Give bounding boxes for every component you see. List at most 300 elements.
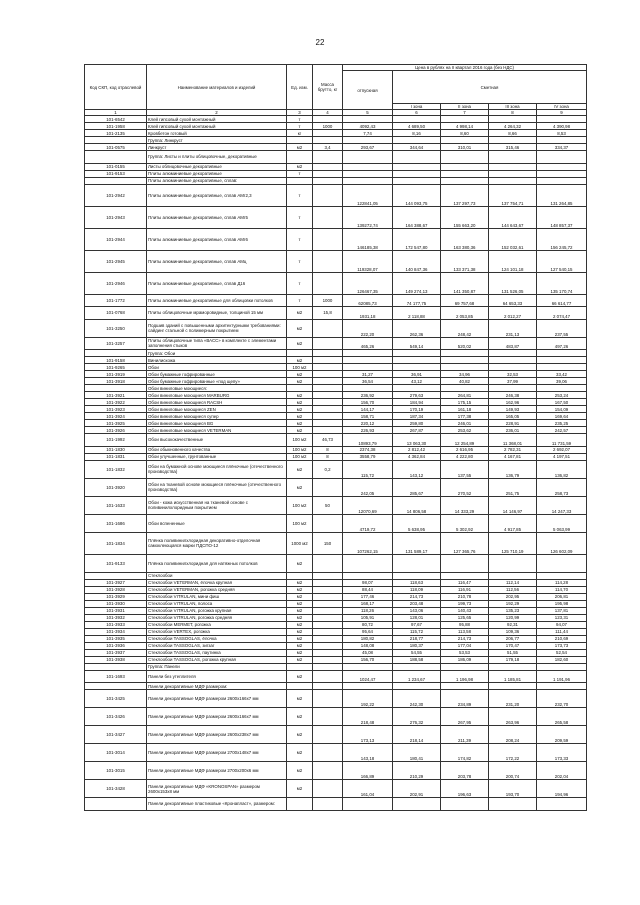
cell-price-zone-4: 210,69	[537, 635, 587, 642]
cell-price-zone-2: 186,09	[441, 656, 489, 663]
cell-price-zone-1	[393, 137, 441, 144]
cell-unit: м2	[287, 642, 313, 649]
cell-price-zone-2: 163 380,36	[441, 228, 489, 250]
cell-mass	[313, 762, 343, 780]
cell-unit: м2	[287, 307, 313, 320]
cell-price-release: 7,74	[343, 130, 393, 137]
cell-name: Плиты алюминиевые декоративные, сплав АМц	[147, 250, 287, 272]
cell-price-release: 36,54	[343, 378, 393, 385]
cell-price-zone-3: 137 754,71	[489, 184, 537, 206]
cell-price-zone-2: 14 333,29	[441, 496, 489, 514]
cell-name: Стеклообои VITRULAN, полоса	[147, 600, 287, 607]
cell-price-release: 31,27	[343, 371, 393, 378]
table-row	[85, 572, 587, 579]
table-row	[85, 798, 587, 811]
cell-price-release: 4092,43	[343, 123, 393, 130]
cell-price-zone-3	[489, 798, 537, 811]
cell-mass	[313, 406, 343, 413]
cell-unit: м2	[287, 780, 313, 798]
cell-unit: м2	[287, 337, 313, 350]
cell-price-release: 177,46	[343, 593, 393, 600]
cell-price-zone-4: 4 197,51	[537, 453, 587, 460]
cell-mass	[313, 357, 343, 364]
header-row-1	[85, 65, 587, 71]
cell-price-zone-2: 113,58	[441, 628, 489, 635]
table-row	[85, 554, 587, 572]
cell-price-zone-2: 4 222,80	[441, 453, 489, 460]
cell-price-zone-4	[537, 572, 587, 579]
cell-price-zone-4: 173,33	[537, 744, 587, 762]
cell-price-zone-3: 2 012,27	[489, 307, 537, 320]
cell-name: Стеклообои MERMET, рогожка	[147, 621, 287, 628]
cell-price-zone-3: 112,56	[489, 586, 537, 593]
cell-price-zone-4: 8,53	[537, 130, 587, 137]
cell-name: Плёнка поливинилхлоридная декоративно-отделочная самоклеющаяся марки ПДСПО-12	[147, 532, 287, 554]
cell-code: 101-9265	[85, 364, 147, 371]
cell-unit: 100 м2	[287, 496, 313, 514]
cell-code: 101-2135	[85, 130, 147, 137]
cell-unit: м2	[287, 762, 313, 780]
cell-mass	[313, 572, 343, 579]
column-index: 6	[393, 110, 441, 116]
cell-mass	[313, 690, 343, 708]
cell-price-release: 139272,74	[343, 206, 393, 228]
cell-price-zone-3	[489, 364, 537, 371]
cell-unit: м2	[287, 600, 313, 607]
cell-price-zone-2	[441, 364, 489, 371]
table-row	[85, 151, 587, 164]
cell-price-zone-1: 164 388,67	[393, 206, 441, 228]
cell-price-release	[343, 554, 393, 572]
cell-price-zone-4: 11 731,59	[537, 434, 587, 447]
cell-price-zone-1	[393, 116, 441, 123]
cell-code: 101-3930	[85, 600, 147, 607]
cell-code: 101-3935	[85, 635, 147, 642]
cell-code: 101-1686	[85, 514, 147, 532]
cell-unit	[287, 151, 313, 164]
cell-price-zone-1	[393, 798, 441, 811]
cell-price-zone-4: 66 614,77	[537, 294, 587, 307]
cell-price-zone-2: 8,60	[441, 130, 489, 137]
cell-price-zone-4: 137,81	[537, 607, 587, 614]
cell-price-zone-4: 206,81	[537, 593, 587, 600]
cell-price-zone-4: 235,25	[537, 420, 587, 427]
cell-price-zone-1: 118,63	[393, 579, 441, 586]
cell-price-zone-4	[537, 163, 587, 170]
cell-name: Стеклообои	[147, 572, 287, 579]
cell-price-zone-2: 270,52	[441, 478, 489, 496]
cell-name: Обои бумажные гофрированные «под щепу»	[147, 378, 287, 385]
cell-mass	[313, 427, 343, 434]
cell-name: Стеклообои VITRULAN, мини фиш	[147, 593, 287, 600]
cell-unit: м2	[287, 607, 313, 614]
cell-price-zone-1: 143,06	[393, 607, 441, 614]
cell-price-zone-3: 172,22	[489, 744, 537, 762]
cell-price-zone-1: 262,36	[393, 319, 441, 337]
cell-price-zone-2: 264,81	[441, 392, 489, 399]
cell-name: Обои виниловые моющиеся RACSH	[147, 399, 287, 406]
cell-price-zone-2: 53,53	[441, 649, 489, 656]
cell-price-zone-2: 177,04	[441, 642, 489, 649]
cell-name: Панели декоративные МДФ размером 2600х166х7 мм	[147, 708, 287, 726]
cell-unit: м2	[287, 649, 313, 656]
cell-price-zone-4: 209,59	[537, 726, 587, 744]
cell-price-zone-3: 193,70	[489, 780, 537, 798]
cell-mass	[313, 554, 343, 572]
cell-price-zone-3	[489, 350, 537, 357]
table-row	[85, 123, 587, 130]
cell-mass	[313, 683, 343, 690]
cell-price-zone-3	[489, 137, 537, 144]
cell-unit: м2	[287, 579, 313, 586]
cell-price-release: 119328,07	[343, 250, 393, 272]
table-row	[85, 708, 587, 726]
cell-price-release	[343, 572, 393, 579]
cell-price-release	[343, 170, 393, 177]
table-row	[85, 406, 587, 413]
cell-mass	[313, 621, 343, 628]
cell-code: 101-9153	[85, 170, 147, 177]
cell-price-zone-3	[489, 357, 537, 364]
cell-name: Обои - кожа искусственная на тканевой основе с поливинилхлоридным покрытием	[147, 496, 287, 514]
cell-price-zone-3	[489, 116, 537, 123]
table-row	[85, 579, 587, 586]
cell-price-zone-1: 172 547,80	[393, 228, 441, 250]
cell-price-zone-2: 267,95	[441, 708, 489, 726]
cell-price-zone-2: 127 365,76	[441, 532, 489, 554]
cell-code: 101-1633	[85, 496, 147, 514]
cell-price-zone-2: 140,43	[441, 607, 489, 614]
table-row	[85, 116, 587, 123]
cell-mass	[313, 420, 343, 427]
cell-price-zone-2: 40,82	[441, 378, 489, 385]
column-index: 5	[343, 110, 393, 116]
header-unit: Ед. изм.	[287, 65, 313, 110]
cell-price-release: 166,89	[343, 762, 393, 780]
cell-price-zone-3: 483,87	[489, 337, 537, 350]
cell-price-zone-4	[537, 116, 587, 123]
cell-mass: 0,2	[313, 460, 343, 478]
cell-price-zone-2	[441, 116, 489, 123]
cell-price-zone-3: 179,18	[489, 656, 537, 663]
column-index: 8	[489, 110, 537, 116]
cell-code: 101-3929	[85, 593, 147, 600]
cell-code: 101-3936	[85, 642, 147, 649]
table-row	[85, 357, 587, 364]
cell-price-zone-3: 131 526,05	[489, 272, 537, 294]
cell-price-zone-1: 118,09	[393, 586, 441, 593]
cell-price-release	[343, 357, 393, 364]
cell-mass	[313, 337, 343, 350]
cell-price-release: 158,71	[343, 413, 393, 420]
cell-name: Винилискожа	[147, 357, 287, 364]
cell-price-zone-1: 210,29	[393, 762, 441, 780]
cell-price-zone-2: 69 757,68	[441, 294, 489, 307]
cell-unit	[287, 572, 313, 579]
cell-unit: м2	[287, 406, 313, 413]
cell-mass	[313, 130, 343, 137]
cell-price-zone-2: 196,63	[441, 780, 489, 798]
cell-mass	[313, 656, 343, 663]
cell-price-zone-4: 148 857,37	[537, 206, 587, 228]
cell-mass	[313, 228, 343, 250]
table-row	[85, 228, 587, 250]
cell-name: Обои виниловые моющиеся ZEN	[147, 406, 287, 413]
cell-price-zone-1	[393, 350, 441, 357]
cell-code: 101-1992	[85, 434, 147, 447]
cell-price-zone-2: 253,62	[441, 427, 489, 434]
cell-code: 101-2946	[85, 272, 147, 294]
cell-price-zone-3: 208,24	[489, 726, 537, 744]
cell-price-zone-2	[441, 170, 489, 177]
cell-code: 101-2944	[85, 228, 147, 250]
cell-mass	[313, 579, 343, 586]
cell-code: 101-2942	[85, 184, 147, 206]
column-index: 4	[313, 110, 343, 116]
cell-price-zone-3: 14 146,97	[489, 496, 537, 514]
cell-name: Панели декоративные МДФ размером 2600х166х7 мм	[147, 690, 287, 708]
cell-price-zone-2: 310,01	[441, 144, 489, 151]
cell-price-zone-4: 253,24	[537, 392, 587, 399]
cell-name: Обои вспененные	[147, 514, 287, 532]
cell-code: 101-2943	[85, 206, 147, 228]
cell-mass: 1000	[313, 294, 343, 307]
cell-price-zone-4: 167,50	[537, 399, 587, 406]
cell-code: 101-3427	[85, 726, 147, 744]
cell-price-release: 1931,18	[343, 307, 393, 320]
cell-unit: м2	[287, 690, 313, 708]
cell-unit: т	[287, 206, 313, 228]
cell-code: 101-3425	[85, 690, 147, 708]
cell-price-zone-2: 2 053,85	[441, 307, 489, 320]
cell-unit: т	[287, 116, 313, 123]
cell-mass	[313, 593, 343, 600]
cell-price-zone-2: 125,65	[441, 614, 489, 621]
table-row	[85, 453, 587, 460]
cell-name: Плиты облицовочные типа «ВАСС» в комплекте с элементами заполнения стыков	[147, 337, 287, 350]
cell-name: Обои виниловые моющиеся BG	[147, 420, 287, 427]
cell-name: Панели декоративные МДФ размером 2700х200х6 мм	[147, 762, 287, 780]
table-row	[85, 683, 587, 690]
cell-price-zone-4	[537, 683, 587, 690]
cell-mass	[313, 392, 343, 399]
cell-price-zone-1: 1 234,67	[393, 670, 441, 683]
table-row	[85, 621, 587, 628]
cell-price-zone-1: 54,55	[393, 649, 441, 656]
cell-price-zone-1	[393, 385, 441, 392]
cell-unit: 100 м2	[287, 364, 313, 371]
cell-code	[85, 683, 147, 690]
cell-name: Стеклообои TASSOGLAS, рогожка крупная	[147, 656, 287, 663]
cell-price-zone-3	[489, 385, 537, 392]
cell-mass	[313, 319, 343, 337]
cell-code: 101-1831	[85, 453, 147, 460]
table-row	[85, 642, 587, 649]
cell-code: 101-3937	[85, 649, 147, 656]
cell-price-release: 293,67	[343, 144, 393, 151]
table-row	[85, 170, 587, 177]
cell-price-zone-4: 126 602,09	[537, 532, 587, 554]
cell-name: Плиты облицовочные мраморовидные, толщиной 15 мм	[147, 307, 287, 320]
cell-price-zone-3: 109,36	[489, 628, 537, 635]
cell-code: 101-3928	[85, 586, 147, 593]
cell-price-zone-4: 334,37	[537, 144, 587, 151]
cell-price-zone-2: 175,15	[441, 399, 489, 406]
header-name: Наименование материалов и изделий	[147, 65, 287, 110]
cell-price-zone-3: 236,01	[489, 427, 537, 434]
table-row	[85, 420, 587, 427]
header-estimate: Сметная	[393, 71, 587, 104]
cell-price-zone-3: 11 368,01	[489, 434, 537, 447]
cell-price-zone-4: 156 245,72	[537, 228, 587, 250]
cell-price-release: 80,72	[343, 621, 393, 628]
cell-code: 101-1834	[85, 532, 147, 554]
cell-code: 101-3015	[85, 762, 147, 780]
cell-code: 101-3932	[85, 614, 147, 621]
cell-code	[85, 385, 147, 392]
cell-code: 101-3921	[85, 392, 147, 399]
cell-price-zone-4: 111,44	[537, 628, 587, 635]
cell-unit: м2	[287, 427, 313, 434]
table-row	[85, 600, 587, 607]
cell-unit: м2	[287, 554, 313, 572]
header-zone-2: II зона	[441, 104, 489, 110]
cell-mass	[313, 177, 343, 184]
cell-unit: м2	[287, 371, 313, 378]
cell-price-zone-2: 1 196,98	[441, 670, 489, 683]
cell-unit: т	[287, 250, 313, 272]
cell-price-release	[343, 350, 393, 357]
table-row	[85, 532, 587, 554]
cell-price-release	[343, 177, 393, 184]
cell-price-zone-1: 267,87	[393, 427, 441, 434]
cell-price-zone-3: 251,75	[489, 478, 537, 496]
cell-unit: м2	[287, 656, 313, 663]
table-row	[85, 177, 587, 184]
cell-mass	[313, 607, 343, 614]
cell-price-zone-2: 95,88	[441, 621, 489, 628]
cell-code: 101-2945	[85, 250, 147, 272]
cell-mass	[313, 272, 343, 294]
cell-name: Панели декоративные пластиковые «Кронапласт», размером:	[147, 798, 287, 811]
cell-mass	[313, 184, 343, 206]
cell-code: 101-1830	[85, 446, 147, 453]
cell-price-zone-2: 2 616,95	[441, 446, 489, 453]
cell-price-release	[343, 116, 393, 123]
cell-price-zone-3	[489, 163, 537, 170]
column-index: 3	[287, 110, 313, 116]
cell-price-zone-4: 4 390,98	[537, 123, 587, 130]
table-row	[85, 294, 587, 307]
table-row	[85, 514, 587, 532]
cell-unit: м2	[287, 628, 313, 635]
cell-mass: 3,4	[313, 144, 343, 151]
cell-price-zone-3: 231,20	[489, 690, 537, 708]
cell-price-zone-1: 128,01	[393, 614, 441, 621]
column-index: 1	[85, 110, 147, 116]
cell-price-zone-3	[489, 554, 537, 572]
cell-mass	[313, 586, 343, 593]
cell-unit: м2	[287, 635, 313, 642]
header-price-group: Цена в рублях на II квартал 2016 года (без НДС)	[343, 65, 587, 71]
cell-price-release	[343, 364, 393, 371]
cell-price-zone-1: 344,64	[393, 144, 441, 151]
cell-price-zone-2: 34,96	[441, 371, 489, 378]
cell-price-zone-1: 140 847,36	[393, 250, 441, 272]
cell-price-zone-4: 497,26	[537, 337, 587, 350]
cell-price-zone-2	[441, 572, 489, 579]
cell-price-zone-3: 4 264,32	[489, 123, 537, 130]
cell-name: Плиты алюминиевые декоративные	[147, 170, 287, 177]
cell-name: Стеклообои TASSOGLAS, зигзаг	[147, 642, 287, 649]
cell-unit: т	[287, 272, 313, 294]
cell-code	[85, 350, 147, 357]
cell-price-zone-2	[441, 385, 489, 392]
cell-price-zone-4: 135 170,74	[537, 272, 587, 294]
cell-name: Листы облицовочные декоративные	[147, 163, 287, 170]
cell-price-zone-3: 315,46	[489, 144, 537, 151]
cell-price-zone-3: 2 782,31	[489, 446, 537, 453]
cell-unit: м2	[287, 614, 313, 621]
cell-mass	[313, 642, 343, 649]
cell-price-zone-2: 4 998,14	[441, 123, 489, 130]
cell-name: Группа: Линкруст	[147, 137, 287, 144]
cell-code: 101-1693	[85, 670, 147, 683]
table-row	[85, 427, 587, 434]
cell-mass	[313, 514, 343, 532]
cell-price-zone-4	[537, 357, 587, 364]
cell-price-zone-1	[393, 177, 441, 184]
cell-unit	[287, 350, 313, 357]
table-row	[85, 780, 587, 798]
cell-unit: м2	[287, 744, 313, 762]
cell-code: 101-1958	[85, 123, 147, 130]
cell-unit: м2	[287, 670, 313, 683]
cell-name: Панели декоративные МДФ размером:	[147, 683, 287, 690]
table-row	[85, 371, 587, 378]
cell-name: Стеклообои VETERMAN, ёлочка крупная	[147, 579, 287, 586]
cell-name: Стеклообои VITRULAN, рогожка средняя	[147, 614, 287, 621]
cell-price-zone-1	[393, 663, 441, 670]
cell-price-zone-4: 154,09	[537, 406, 587, 413]
cell-unit: т	[287, 228, 313, 250]
cell-name: Стеклообои VETERMAN, рогожка средняя	[147, 586, 287, 593]
cell-code: 101-6542	[85, 116, 147, 123]
cell-price-release: 173,13	[343, 726, 393, 744]
price-table	[84, 64, 587, 811]
cell-price-release: 144,17	[343, 406, 393, 413]
cell-mass	[313, 151, 343, 164]
table-row	[85, 413, 587, 420]
cell-price-zone-4	[537, 798, 587, 811]
cell-price-zone-2	[441, 554, 489, 572]
cell-price-zone-4: 1 191,96	[537, 670, 587, 683]
cell-name: Стеклообои VERTEX, рогожка	[147, 628, 287, 635]
cell-price-zone-1: 144 093,75	[393, 184, 441, 206]
cell-code: 101-3250	[85, 319, 147, 337]
cell-price-zone-1: 8,16	[393, 130, 441, 137]
cell-price-zone-2: 203,78	[441, 762, 489, 780]
cell-price-zone-4	[537, 137, 587, 144]
cell-price-zone-3: 64 653,33	[489, 294, 537, 307]
header-code: Код СКП, код отраслевой	[85, 65, 147, 110]
cell-name: Кровбетон готовый	[147, 130, 287, 137]
cell-price-zone-3: 136,79	[489, 460, 537, 478]
cell-unit: 100 м2	[287, 453, 313, 460]
cell-code: 101-9158	[85, 357, 147, 364]
cell-price-release: 143,18	[343, 744, 393, 762]
table-row	[85, 434, 587, 447]
